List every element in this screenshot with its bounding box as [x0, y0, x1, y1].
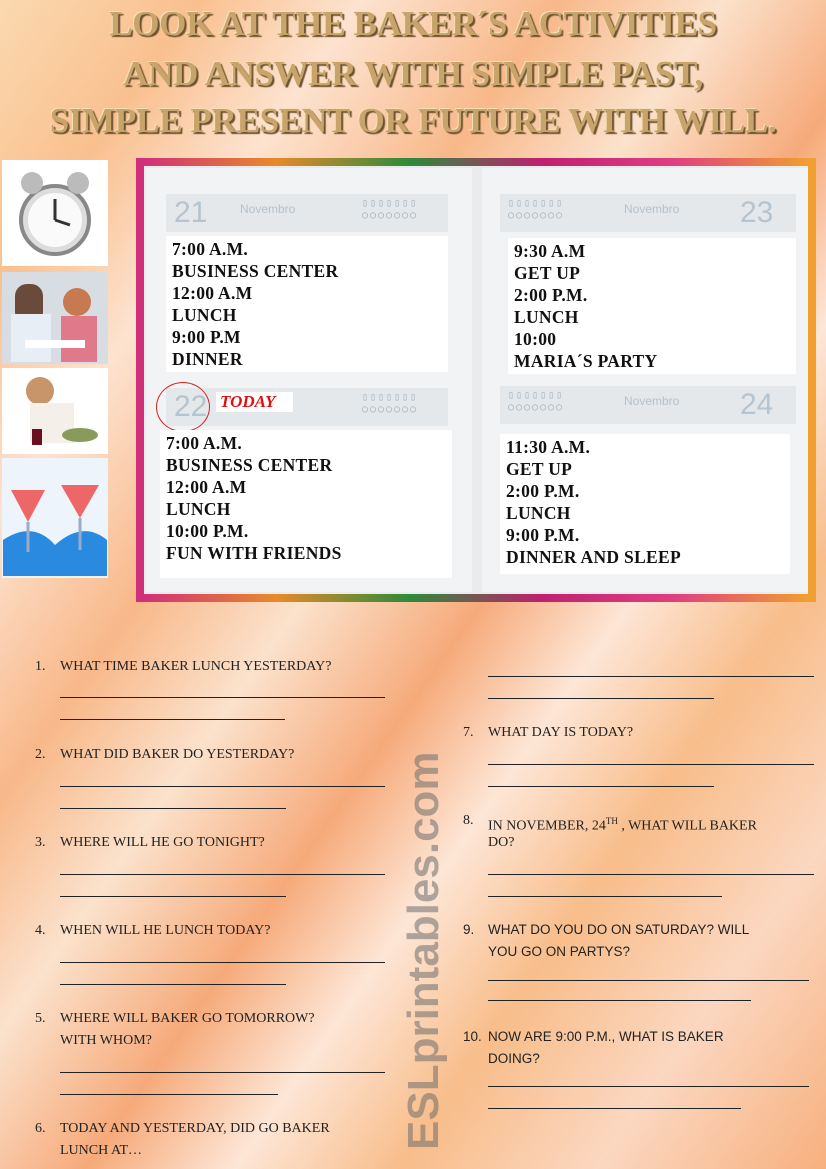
title-line-1: LOOK AT THE BAKER´S ACTIVITIES [109, 4, 717, 43]
entry-line: GET UP [514, 263, 581, 283]
answer-line[interactable] [488, 874, 814, 875]
entry-line: 10:00 P.M. [166, 521, 249, 541]
answer-line[interactable] [60, 874, 385, 875]
question-text: DO? [488, 835, 515, 850]
question-text: TODAY AND YESTERDAY, DID GO BAKER [60, 1121, 330, 1136]
cocktail-glasses-image [2, 458, 108, 578]
question-text: WHAT TIME BAKER LUNCH YESTERDAY? [60, 659, 332, 674]
question-number: 7. [463, 725, 474, 740]
entry-line: 7:00 A.M. [166, 433, 243, 453]
question-text: WHAT DO YOU DO ON SATURDAY? WILL [488, 922, 750, 937]
answer-line[interactable] [60, 697, 385, 698]
answer-line[interactable] [488, 698, 714, 699]
answer-line[interactable] [488, 764, 814, 765]
answer-line[interactable] [60, 808, 286, 809]
entry-line: LUNCH [172, 305, 237, 325]
entry-line: 9:30 A.M [514, 241, 586, 261]
question-number: 9. [463, 922, 475, 937]
month-label: Novembro [624, 394, 680, 408]
entry-line: GET UP [506, 459, 573, 479]
answer-line[interactable] [60, 1072, 385, 1073]
answer-line[interactable] [60, 1094, 278, 1095]
title-line-2: AND ANSWER WITH SIMPLE PAST, [123, 54, 703, 93]
business-people-image [2, 272, 108, 364]
question-number: 1. [35, 659, 46, 674]
answer-line[interactable] [488, 980, 809, 981]
question-text: LUNCH AT… [60, 1143, 143, 1158]
question-number: 6. [35, 1121, 46, 1136]
entry-line: 12:00 A.M [166, 477, 247, 497]
entry-line: 10:00 [514, 329, 557, 349]
answer-line[interactable] [488, 1086, 809, 1087]
answer-line[interactable] [488, 896, 722, 897]
answer-line[interactable] [60, 719, 285, 720]
entry-line: LUNCH [514, 307, 579, 327]
entry-line: FUN WITH FRIENDS [166, 543, 342, 563]
entry-line: LUNCH [506, 503, 571, 523]
day-entries-24 [500, 434, 790, 574]
question-text: DOING? [488, 1051, 540, 1066]
title-line-3: SIMPLE PRESENT OR FUTURE WITH WILL. [49, 101, 777, 140]
day-entries-22 [160, 430, 452, 578]
entry-line: LUNCH [166, 499, 231, 519]
question-text: WITH WHOM? [60, 1033, 152, 1048]
question-text: YOU GO ON PARTYS? [488, 944, 631, 959]
answer-line[interactable] [488, 676, 814, 677]
mini-grid-icon: ▯▯▯▯▯▯▯ ○○○○○○○ [362, 198, 419, 221]
question-text: IN NOVEMBER, 24 [488, 818, 606, 834]
mini-grid-icon: ▯▯▯▯▯▯▯ ○○○○○○○ [508, 390, 565, 413]
man-eating-image [2, 368, 108, 454]
month-label: Novembro [624, 202, 680, 216]
answer-line[interactable] [488, 786, 714, 787]
day-number: 24 [740, 388, 774, 421]
day-number: 23 [740, 196, 774, 229]
question-text: NOW ARE 9:00 P.M., WHAT IS BAKER [488, 1029, 724, 1044]
today-label: TODAY [216, 392, 293, 412]
entry-line: DINNER AND SLEEP [506, 547, 681, 567]
day-entries-23 [508, 238, 796, 374]
question-text: WHERE WILL HE GO TONIGHT? [60, 835, 265, 850]
question-number: 5. [35, 1011, 46, 1026]
question-text: WHEN WILL HE LUNCH TODAY? [60, 923, 271, 938]
entry-line: 11:30 A.M. [506, 437, 591, 457]
planner-calendar [136, 158, 816, 602]
question-number: 10. [463, 1029, 482, 1044]
question-number: 3. [35, 835, 46, 850]
entry-line: 9:00 P.M. [506, 525, 580, 545]
question-number: 8. [463, 813, 474, 828]
entry-line: MARIA´S PARTY [514, 351, 658, 371]
entry-line: 9:00 P.M [172, 327, 241, 347]
superscript: TH [605, 816, 618, 826]
entry-line: 12:00 A.M [172, 283, 253, 303]
answer-line[interactable] [60, 896, 286, 897]
day-header-22 [166, 388, 448, 426]
answer-line[interactable] [60, 984, 286, 985]
entry-line: BUSINESS CENTER [172, 261, 339, 281]
day-header-21 [166, 194, 448, 232]
answer-line[interactable] [488, 1108, 741, 1109]
entry-line: 2:00 P.M. [514, 285, 588, 305]
day-header-23 [500, 194, 796, 232]
question-number: 4. [35, 923, 46, 938]
entry-line: DINNER [172, 349, 243, 369]
alarm-clock-image [2, 160, 108, 266]
question-text: WHAT DAY IS TODAY? [488, 725, 634, 740]
day-number: 22 [174, 390, 208, 423]
answer-line[interactable] [60, 786, 385, 787]
answer-line[interactable] [60, 962, 385, 963]
day-header-24 [500, 386, 796, 424]
watermark: ESLprintables.com [399, 751, 448, 1150]
day-entries-21 [166, 236, 448, 372]
day-number: 21 [174, 196, 208, 229]
question-text: WHERE WILL BAKER GO TOMORROW? [60, 1011, 315, 1026]
mini-grid-icon: ▯▯▯▯▯▯▯ ○○○○○○○ [362, 392, 419, 415]
red-circle-mark [156, 382, 210, 432]
month-label: Novembro [240, 202, 296, 216]
question-text: , WHAT WILL BAKER [617, 818, 757, 834]
mini-grid-icon: ▯▯▯▯▯▯▯ ○○○○○○○ [508, 198, 565, 221]
question-text: WHAT DID BAKER DO YESTERDAY? [60, 747, 295, 762]
entry-line: BUSINESS CENTER [166, 455, 333, 475]
answer-line[interactable] [488, 1000, 751, 1001]
question-number: 2. [35, 747, 46, 762]
entry-line: 7:00 A.M. [172, 239, 249, 259]
entry-line: 2:00 P.M. [506, 481, 580, 501]
